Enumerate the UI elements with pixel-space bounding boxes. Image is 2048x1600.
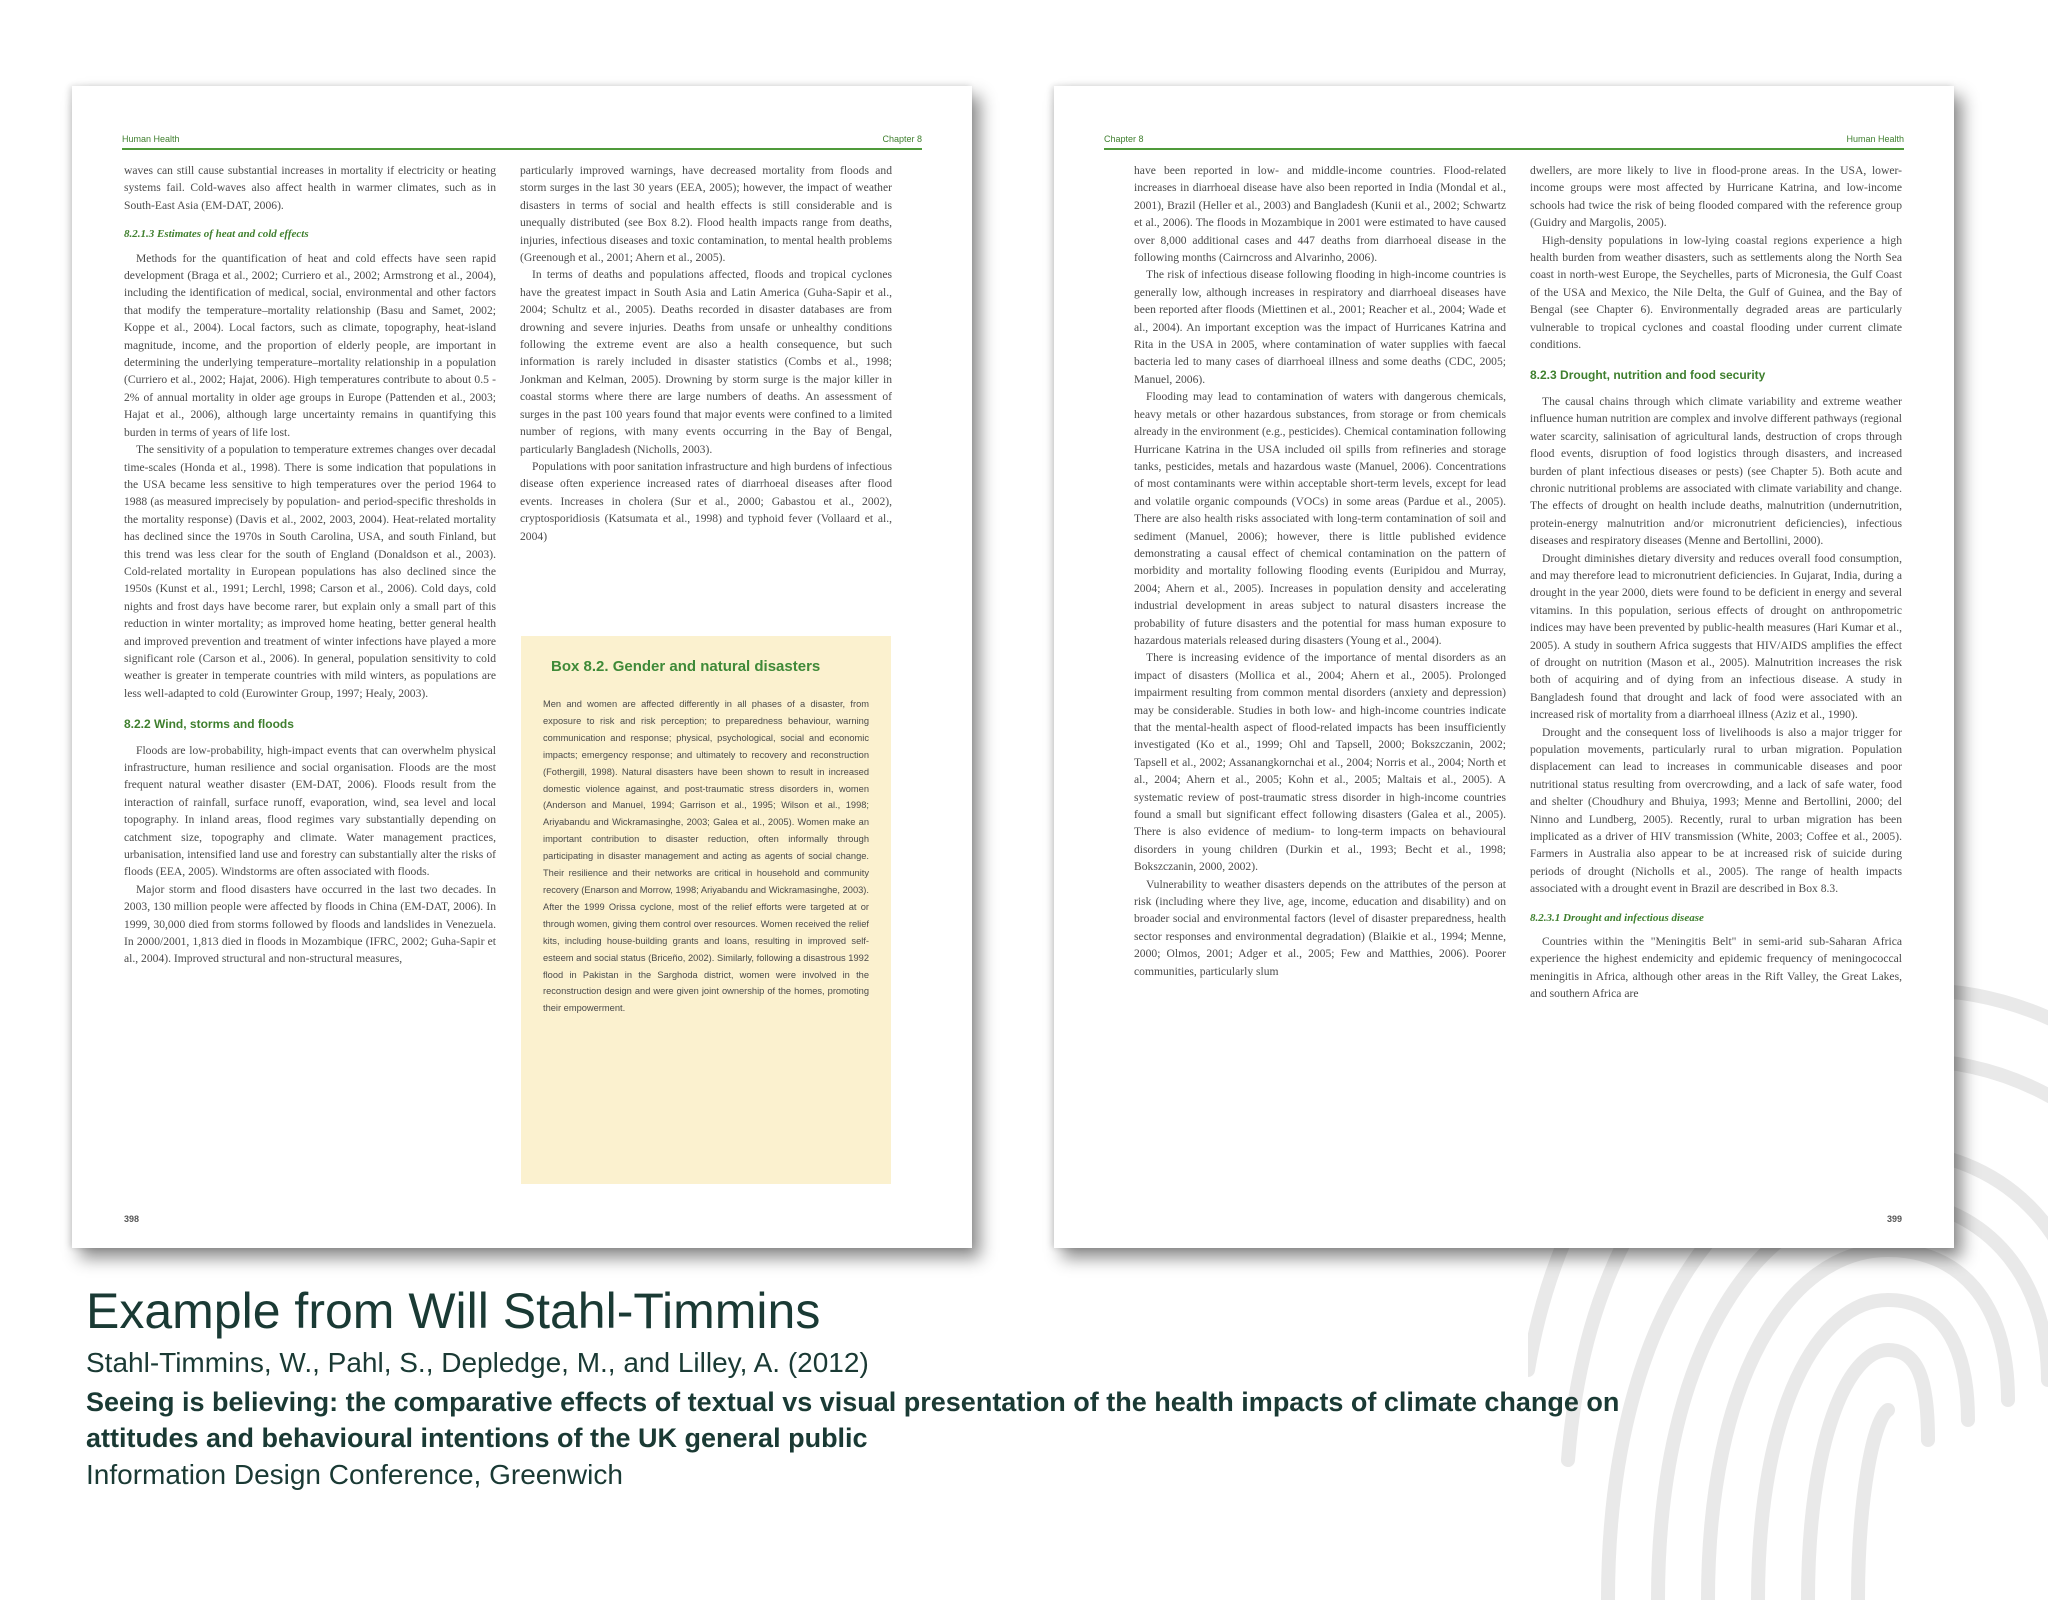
paragraph: The causal chains through which climate variability and extreme weather influence human nutrition are complex and involve different pathways (regional water scarcity, salinisation of agricultural lands, destruction of crops through flood events, disruption of food logistics through disasters, and increased burden of plant infectious diseases or pests) (see Chapter 5). Both acute and chronic nutritional problems are associated with climate variability and change. The effects of drought on health include deaths, malnutrition (undernutrition, protein-energy malnutrition and/or micronutrient deficiencies), infectious diseases and respiratory diseases (Menne and Bertollini, 2000). bbox=[1530, 394, 1902, 548]
section-heading: 8.2.2 Wind, storms and floods bbox=[124, 717, 294, 732]
subsection-heading: 8.2.1.3 Estimates of heat and cold effects bbox=[124, 228, 309, 241]
paragraph: waves can still cause substantial increases in mortality if electricity or heating systems fail. Cold-waves also affect health in warmer climates, such as in South-East Asia (EM-DAT, 2006). bbox=[124, 164, 496, 212]
paragraph: Populations with poor sanitation infrastructure and high burdens of infectious disease often experience increased rates of diarrhoeal diseases after flood events. Increases in cholera (Sur et al., 2000; Gabastou et al., 2002), cryptosporidiosis (Katsumata et al., 1998) and typhoid fever (Vollaard et al., 2004) bbox=[520, 459, 892, 543]
paragraph: Methods for the quantification of heat and cold effects have seen rapid development (Braga et al., 2002; Curriero et al., 2002; Armstrong et al., 2004), including the identification of medical, social, environmental and other factors that modify the temperature–mortality relationship (Basu and Samet, 2002; Koppe et al., 2004). Local factors, such as climate, topography, heat-island magnitude, income, and the proportion of elderly people, are important in determining the underlying temperature–mortality relationship in a population (Curriero et al., 2002; Hajat, 2006). High temperatures contribute to about 0.5 - 2% of annual mortality in older age groups in Europe (Pattenden et al., 2003; Hajat et al., 2006), although large uncertainty remains in quantifying this burden in terms of years of life lost. bbox=[124, 251, 496, 439]
text-column-2 bbox=[520, 162, 892, 545]
box-body: Men and women are affected differently in all phases of a disaster, from exposure to risk and risk perception; to preparedness behaviour, warning communication and response; physical, psychological, social and economic impacts; emergency response; and ultimately to recovery and reconstruction (Fothergill, 1998). Natural disasters have been shown to result in increased domestic violence against, and post-traumatic stress disorders in, women (Anderson and Manuel, 1994; Garrison et al., 1995; Wilson et al., 1998; Ariyabandu and Wickramasinghe, 2003; Galea et al., 2005). Women make an important contribution to disaster reduction, often informally through participating in disaster management and acting as agents of social change. Their resilience and their networks are critical in household and community recovery (Enarson and Morrow, 1998; Ariyabandu and Wickramasinghe, 2003). After the 1999 Orissa cyclone, most of the relief efforts were targeted at or through women, giving them control over resources. Women received the relief kits, including house-building grants and loans, resulting in improved self-esteem and social status (Briceño, 2002). Similarly, following a disastrous 1992 flood in Pakistan in the Sarghoda district, women were involved in the reconstruction design and were given joint ownership of the homes, promoting their empowerment. bbox=[543, 699, 869, 1014]
box-title: Box 8.2. Gender and natural disasters bbox=[551, 658, 821, 675]
running-head bbox=[1104, 126, 1904, 150]
document-page-right bbox=[1054, 86, 1954, 1248]
paragraph: In terms of deaths and populations affected, floods and tropical cyclones have the greatest impact in South Asia and Latin America (Guha-Sapir et al., 2004; Schultz et al., 2005). Deaths recorded in disaster databases are from drowning and severe injuries. Deaths from unsafe or unhealthy conditions following the extreme event are also a health consequence, but such information is rarely included in disaster statistics (Combs et al., 1998; Jonkman and Kelman, 2005). Drowning by storm surge is the major killer in coastal storms where there are large numbers of deaths. An assessment of surges in the past 100 years found that major events were confined to a limited number of regions, with many events occurring in the Bay of Bengal, particularly Bangladesh (Nicholls, 2003). bbox=[520, 268, 892, 456]
paragraph: The sensitivity of a population to temperature extremes changes over decadal time-scales (Honda et al., 1998). There is some indication that populations in the USA became less sensitive to high temperatures over the period 1964 to 1988 (as measured imprecisely by population- and period-specific thresholds in the mortality response) (Davis et al., 2002, 2003, 2004). Heat-related mortality has declined since the 1970s in South Carolina, USA, and south Finland, but this trend was less clear for the south of England (Donaldson et al., 2003). Cold-related mortality in European populations has also declined since the 1950s (Kunst et al., 1991; Lerchl, 1998; Carson et al., 2006). Cold days, cold nights and frost days have become rarer, but explain only a small part of this reduction in winter mortality; as improved home heating, better general health and improved prevention and treatment of winter infections have played a more significant role (Carson et al., 2006). In general, population sensitivity to cold weather is greater in temperate countries with mild winters, as populations are less well-adapted to cold (Eurowinter Group, 1997; Healy, 2003). bbox=[124, 443, 496, 700]
paragraph: The risk of infectious disease following flooding in high-income countries is generally low, although increases in respiratory and diarrhoeal diseases have been reported after floods (Miettinen et al., 2001; Reacher et al., 2004; Wade et al., 2004). An important exception was the impact of Hurricanes Katrina and Rita in the USA in 2005, where contamination of water supplies with faecal bacteria led to many cases of diarrhoeal illness and some deaths (CDC, 2005; Manuel, 2006). bbox=[1134, 268, 1506, 386]
slide-title: Example from Will Stahl-Timmins bbox=[86, 1283, 821, 1339]
subsection-heading: 8.2.3.1 Drought and infectious disease bbox=[1530, 911, 1704, 924]
paragraph: Major storm and flood disasters have occurred in the last two decades. In 2003, 130 million people were affected by floods in China (EM-DAT, 2006). In 1999, 30,000 died from storms followed by floods and landslides in Venezuela. In 2000/2001, 1,813 died in floods in Mozambique (IFRC, 2002; Guha-Sapir et al., 2004). Improved structural and non-structural measures, bbox=[124, 882, 496, 966]
paragraph: Vulnerability to weather disasters depends on the attributes of the person at risk (including where they live, age, income, education and disability) and on broader social and environmental factors (level of disaster preparedness, health sector responses and environmental degradation) (Blaikie et al., 1994; Menne, 2000; Olmos, 2001; Adger et al., 2005; Few and Matthies, 2006). Poorer communities, particularly slum bbox=[1134, 877, 1506, 978]
running-head bbox=[122, 126, 922, 150]
running-head-right: Chapter 8 bbox=[882, 134, 922, 144]
running-head-left: Chapter 8 bbox=[1104, 134, 1144, 144]
text-column-2 bbox=[1530, 162, 1902, 1003]
citation-authors: Stahl-Timmins, W., Pahl, S., Depledge, M., and Lilley, A. (2012) bbox=[86, 1347, 869, 1378]
paragraph: dwellers, are more likely to live in flood-prone areas. In the USA, lower-income groups were most affected by Hurricane Katrina, and low-income schools had twice the risk of being flooded compared with the reference group (Guidry and Margolis, 2005). bbox=[1530, 164, 1902, 230]
citation-venue: Information Design Conference, Greenwich bbox=[86, 1459, 623, 1490]
page-number: 398 bbox=[124, 1214, 140, 1224]
text-column-1 bbox=[124, 162, 496, 968]
box-gender-natural-disasters bbox=[521, 636, 891, 1184]
paragraph: There is increasing evidence of the importance of mental disorders as an impact of disasters (Mollica et al., 2004; Ahern et al., 2005). Prolonged impairment resulting from common mental disorders (anxiety and depression) may be considerable. Studies in both low- and high-income countries indicate that the mental-health aspect of flood-related impacts has been insufficiently investigated (Ko et al., 1999; Ohl and Tapsell, 2000; Bokszczanin, 2002; Tapsell et al., 2002; Assanangkornchai et al., 2004; Norris et al., 2004; North et al., 2004; Ahern et al., 2005; Kohn et al., 2005; Maltais et al., 2005). A systematic review of post-traumatic stress disorder in high-income countries found a small but significant effect following disasters (Galea et al., 2005). There is also evidence of medium- to long-term impacts on behavioural disorders in young children (Durkin et al., 1993; Becht et al., 1998; Bokszczanin, 2000, 2002). bbox=[1134, 651, 1506, 874]
paragraph: Drought diminishes dietary diversity and reduces overall food consumption, and may therefore lead to micronutrient deficiencies. In Gujarat, India, during a drought in the year 2000, diets were found to be deficient in energy and several vitamins. In this population, serious effects of drought on anthropometric indices may have been prevented by public-health measures (Hari Kumar et al., 2005). A study in southern Africa suggests that HIV/AIDS amplifies the effect of drought on nutrition (Mason et al., 2005). Malnutrition increases the risk both of acquiring and of dying from an infectious disease. A study in Bangladesh found that drought and lack of food were associated with an increased risk of mortality from a diarrhoeal illness (Aziz et al., 1990). bbox=[1530, 551, 1902, 722]
paragraph: Floods are low-probability, high-impact events that can overwhelm physical infrastructure, human resilience and social organisation. Floods are the most frequent natural weather disaster (EM-DAT, 2006). Floods result from the interaction of rainfall, surface runoff, evaporation, wind, sea level and local topography. In inland areas, flood regimes vary substantially depending on catchment size, topography and climate. Water management practices, urbanisation, intensified land use and forestry can substantially alter the risks of floods (EEA, 2005). Windstorms are often associated with floods. bbox=[124, 743, 496, 879]
paragraph: High-density populations in low-lying coastal regions experience a high health burden from weather disasters, such as settlements along the North Sea coast in north-west Europe, the Seychelles, parts of Micronesia, the Gulf Coast of the USA and Mexico, the Nile Delta, the Gulf of Guinea, and the Bay of Bengal (see Chapter 6). Environmentally degraded areas are particularly vulnerable to tropical cyclones and coastal flooding under current climate conditions. bbox=[1530, 233, 1902, 352]
paragraph: particularly improved warnings, have decreased mortality from floods and storm surges in the last 30 years (EEA, 2005); however, the impact of weather disasters in terms of social and health effects is still considerable and is unequally distributed (see Box 8.2). Flood health impacts range from deaths, injuries, infectious diseases and toxic contamination, to mental health problems (Greenough et al., 2001; Ahern et al., 2005). bbox=[520, 164, 892, 265]
page-number: 399 bbox=[1886, 1214, 1902, 1224]
paragraph: Flooding may lead to contamination of waters with dangerous chemicals, heavy metals or other hazardous substances, from storage or from chemicals already in the environment (e.g., pesticides). Chemical contamination following Hurricane Katrina in the USA included oil spills from refineries and storage tanks, pesticides, metals and hazardous waste (Manuel, 2006). Concentrations of most contaminants were within acceptable short-term levels, except for lead and volatile organic compounds (VOCs) in some areas (Pardue et al., 2005). There are also health risks associated with long-term contamination of soil and sediment (Manuel, 2006); however, there is little published evidence demonstrating a causal effect of chemical contamination on the pattern of morbidity and mortality following flooding events (Euripidou and Murray, 2004; Ahern et al., 2005). Increases in population density and accelerating industrial development in areas subject to natural disasters increase the probability of future disasters and the potential for mass human exposure to hazardous materials released during disasters (Young et al., 2004). bbox=[1134, 390, 1506, 647]
document-page-left bbox=[72, 86, 972, 1248]
paragraph: Drought and the consequent loss of livelihoods is also a major trigger for population movements, particularly rural to urban migration. Population displacement can lead to increases in communicable diseases and poor nutritional status resulting from overcrowding, and a lack of safe water, food and shelter (Choudhury and Bhuiya, 1993; Menne and Bertollini, 2000; del Ninno and Lundberg, 2005). Recently, rural to urban migration has been implicated as a driver of HIV transmission (White, 2003; Coffee et al., 2005). Farmers in Australia also appear to be at increased risk of suicide during periods of drought (Nicholls et al., 2005). The range of health impacts associated with a drought event in Brazil are described in Box 8.3. bbox=[1530, 725, 1902, 896]
running-head-right: Human Health bbox=[1846, 134, 1904, 144]
citation-paper-title: Seeing is believing: the comparative effects of textual vs visual presentation of the health impacts of climate change on attitudes and behavioural intentions of the UK general public bbox=[86, 1387, 1620, 1453]
text-column-1 bbox=[1134, 162, 1506, 980]
paragraph: have been reported in low- and middle-income countries. Flood-related increases in diarrhoeal disease have also been reported in India (Mondal et al., 2001), Brazil (Heller et al., 2003) and Bangladesh (Kunii et al., 2002; Schwartz et al., 2006). The floods in Mozambique in 2001 were estimated to have caused over 8,000 additional cases and 447 deaths from diarrhoeal disease in the following months (Cairncross and Alvarinho, 2006). bbox=[1134, 164, 1506, 265]
section-heading: 8.2.3 Drought, nutrition and food security bbox=[1530, 368, 1766, 383]
running-head-left: Human Health bbox=[122, 134, 180, 144]
paragraph: Countries within the "Meningitis Belt" in semi-arid sub-Saharan Africa experience the highest endemicity and epidemic frequency of meningococcal meningitis in Africa, although other areas in the Rift Valley, the Great Lakes, and southern Africa are bbox=[1530, 935, 1902, 1001]
